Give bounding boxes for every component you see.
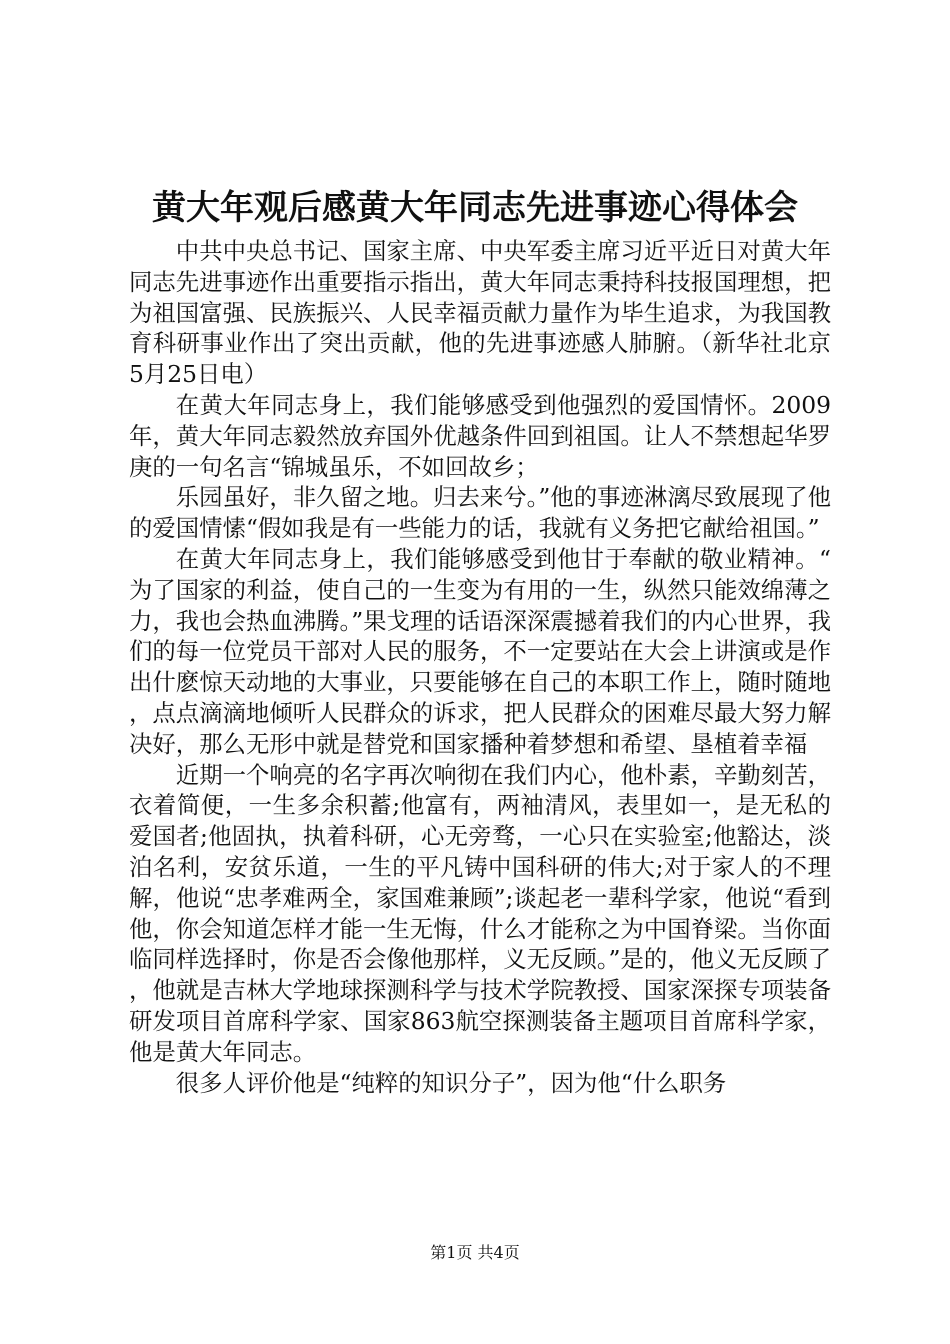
paragraph-1: 中共中央总书记、国家主席、中央军委主席习近平近日对黄大年同志先进事迹作出重要指示指出，黄大年同志秉持科技报国理想，把为祖国富强、民族振兴、人民幸福贡献力量作为毕生追求，为我国教育科研事业作出了突出贡献，他的先进事迹感人肺腑。（新华社北京5月25日电）: [129, 237, 831, 389]
paragraph-3: 乐园虽好，非久留之地。归去来兮。”他的事迹淋漓尽致展现了他的爱国情愫“假如我是有一些能力的话，我就有义务把它献给祖国。”: [129, 483, 831, 543]
paragraph-4: 在黄大年同志身上，我们能够感受到他甘于奉献的敬业精神。“为了国家的利益，使自己的一生变为有用的一生，纵然只能效绵薄之力，我也会热血沸腾。”果戈理的话语深深震撼着我们的内心世界，我们的每一位党员干部对人民的服务，不一定要站在大会上讲演或是作出什麽惊天动地的大事业，只要能够在自己的本职工作上，随时随地，点点滴滴地倾听人民群众的诉求，把人民群众的困难尽最大努力解决好，那么无形中就是替党和国家播种着梦想和希望、垦植着幸福: [129, 544, 831, 758]
page-number-footer: 第1页 共4页: [430, 1243, 520, 1262]
paragraph-5: 近期一个响亮的名字再次响彻在我们内心，他朴素，辛勤刻苦，衣着简便，一生多余积蓄;他富有，两袖清风，表里如一，是无私的爱国者;他固执，执着科研，心无旁骛，一心只在实验室;他豁达，淡泊名利，安贫乐道，一生的平凡铸中国科研的伟大;对于家人的不理解，他说“忠孝难两全，家国难兼顾”;谈起老一辈科学家，他说“看到他，你会知道怎样才能一生无悔，什么才能称之为中国脊梁。当你面临同样选择时，你是否会像他那样，义无反顾。”是的，他义无反顾了，他就是吉林大学地球探测科学与技术学院教授、国家深探专项装备研发项目首席科学家、国家863航空探测装备主题项目首席科学家，他是黄大年同志。: [129, 760, 831, 1066]
document-body: [129, 236, 831, 1098]
paragraph-2: 在黄大年同志身上，我们能够感受到他强烈的爱国情怀。2009年，黄大年同志毅然放弃国外优越条件回到祖国。让人不禁想起华罗庚的一句名言“锦城虽乐，不如回故乡；: [129, 390, 831, 481]
paragraph-6: 很多人评价他是“纯粹的知识分子”，因为他“什么职务: [175, 1068, 727, 1097]
document-title: 黄大年观后感黄大年同志先进事迹心得体会: [152, 188, 798, 228]
